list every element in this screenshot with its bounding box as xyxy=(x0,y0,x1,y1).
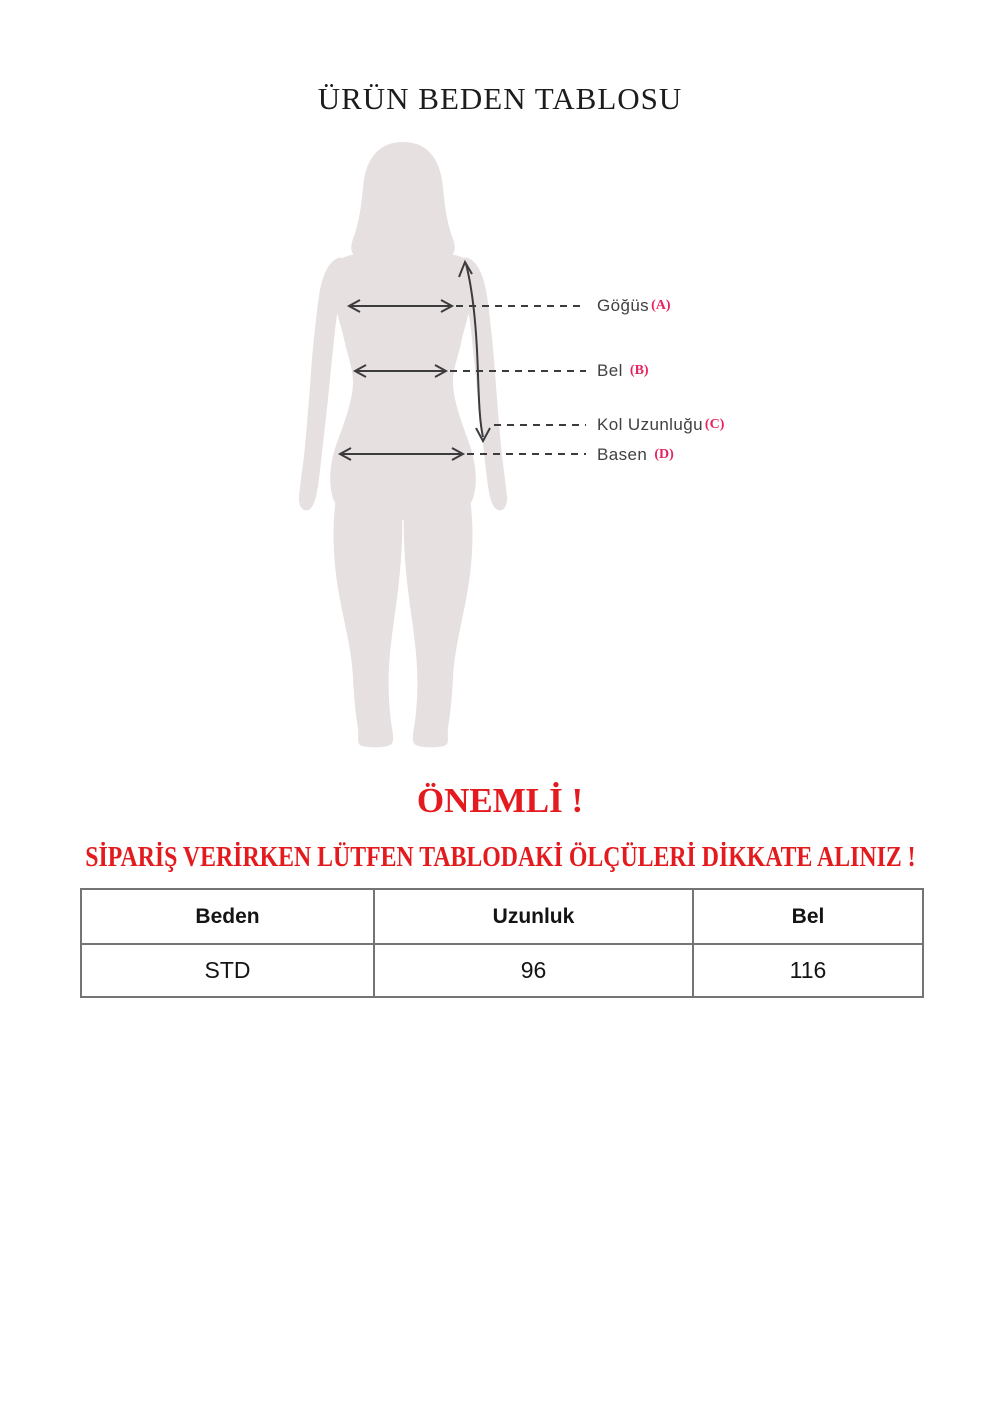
waist-code: (B) xyxy=(629,363,649,378)
size-table-header-uzunluk: Uzunluk xyxy=(374,889,693,944)
hip-label: Basen xyxy=(597,445,653,464)
silhouette-left-leg xyxy=(334,498,403,747)
measure-label-waist xyxy=(597,360,649,382)
arm-length-code: (C) xyxy=(704,417,725,432)
size-table-data-row xyxy=(81,944,923,997)
chest-code: (A) xyxy=(651,298,671,313)
silhouette-head-hair xyxy=(351,142,455,258)
important-heading: ÖNEMLİ ! xyxy=(416,781,584,820)
measure-label-chest xyxy=(597,295,671,317)
size-table xyxy=(80,888,924,998)
order-warning-text: SİPARİŞ VERİRKEN LÜTFEN TABLODAKİ ÖLÇÜLERİ DİKKATE ALINIZ ! xyxy=(84,842,916,873)
hip-code: (D) xyxy=(654,447,674,462)
waist-label: Bel xyxy=(597,361,628,380)
size-table-header-beden: Beden xyxy=(81,889,374,944)
size-table-cell-bel: 116 xyxy=(693,944,923,997)
chest-label: Göğüs xyxy=(597,296,650,315)
silhouette-torso xyxy=(330,250,476,520)
size-table-header-row xyxy=(81,889,923,944)
size-table-cell-beden: STD xyxy=(81,944,374,997)
measure-label-arm-length xyxy=(597,414,724,436)
body-silhouette-shape xyxy=(299,142,507,747)
measure-label-hip xyxy=(597,444,674,466)
order-warning xyxy=(0,842,1000,874)
size-table-header-bel: Bel xyxy=(693,889,923,944)
size-table-cell-uzunluk: 96 xyxy=(374,944,693,997)
arm-length-label: Kol Uzunluğu xyxy=(597,415,703,434)
page-title: ÜRÜN BEDEN TABLOSU xyxy=(317,81,683,116)
silhouette-right-leg xyxy=(404,498,473,747)
